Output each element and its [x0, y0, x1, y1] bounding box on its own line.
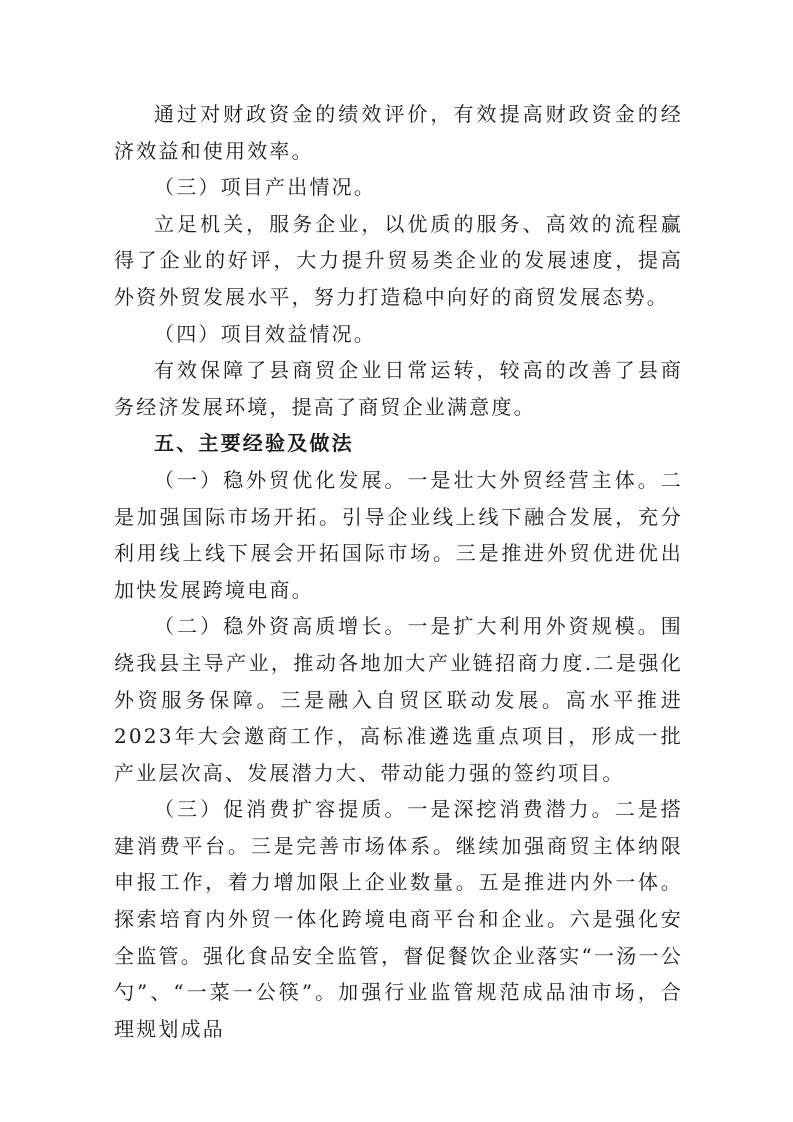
- subheading-project-benefit: （四）项目效益情况。: [154, 321, 376, 346]
- paragraph-foreign-investment: （二）稳外资高质增长。一是扩大利用外资规模。围绕我县主导产业，推动各地加大产业链招商力度.二是强化外资服务保障。三是融入自贸区联动发展。高水平推进2023年大会邀商工作，高标准遴选重点项目，形成一批产业层次高、发展潜力大、带动能力强的签约项目。: [114, 614, 683, 785]
- subheading-project-output: （三）项目产出情况。: [154, 175, 376, 200]
- paragraph-5: 有效保障了县商贸企业日常运转，较高的改善了县商务经济发展环境，提高了商贸企业满意度。: [114, 358, 683, 419]
- paragraph-1: 通过对财政资金的绩效评价，有效提高财政资金的经济效益和使用效率。: [114, 102, 683, 163]
- paragraph-foreign-trade: （一）稳外贸优化发展。一是壮大外贸经营主体。二是加强国际市场开拓。引导企业线上线下融合发展，充分利用线上线下展会开拓国际市场。三是推进外贸优进优出加快发展跨境电商。: [114, 467, 683, 602]
- section-heading-experience: 五、主要经验及做法: [154, 431, 354, 456]
- paragraph-consumption: （三）促消费扩容提质。一是深挖消费潜力。二是搭建消费平台。三是完善市场体系。继续加强商贸主体纳限申报工作，着力增加限上企业数量。五是推进内外一体。探索培育内外贸一体化跨境电商平台和企业。六是强化安全监管。强化食品安全监管，督促餐饮企业落实“一汤一公勺”、“一菜一公筷”。加强行业监管规范成品油市场，合理规划成品: [114, 797, 683, 1041]
- paragraph-3: 立足机关，服务企业，以优质的服务、高效的流程赢得了企业的好评，大力提升贸易类企业的发展速度，提高外资外贸发展水平，努力打造稳中向好的商贸发展态势。: [114, 211, 683, 309]
